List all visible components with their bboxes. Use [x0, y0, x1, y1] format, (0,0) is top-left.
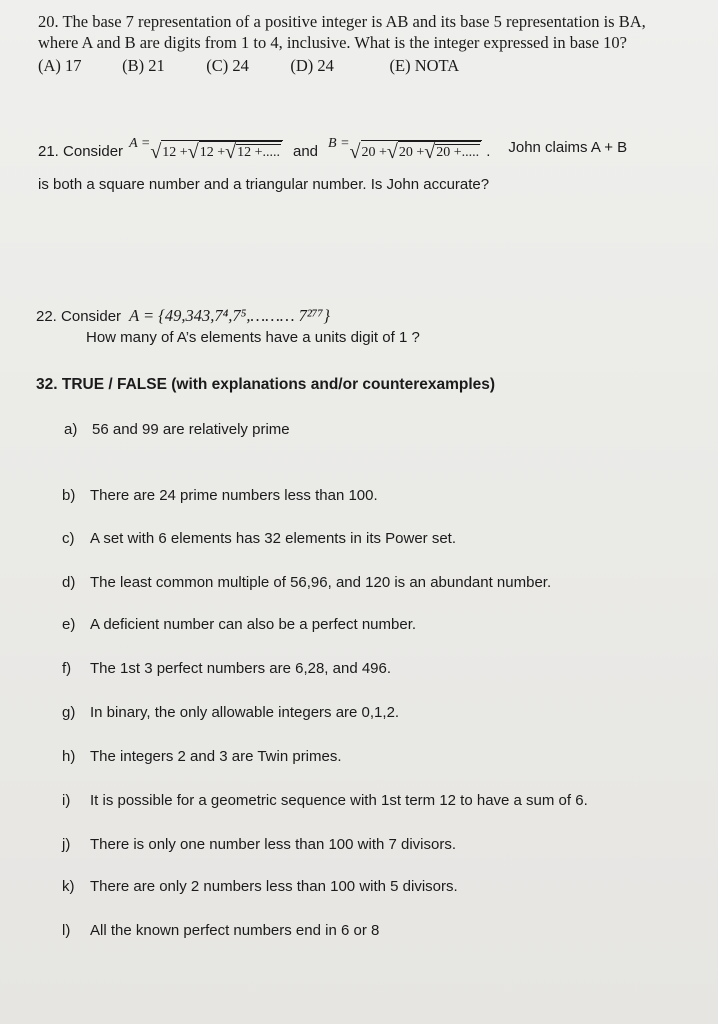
item-label: b) — [62, 487, 76, 504]
q22-line1 — [36, 306, 330, 326]
q20-choice-d: (D) 24 — [290, 56, 334, 75]
q32-item-g — [62, 704, 399, 721]
q22-line2: How many of A’s elements have a units digit of 1 ? — [86, 329, 420, 346]
q32-item-h — [62, 748, 342, 765]
q32-item-j — [62, 836, 456, 853]
q32-item-f — [62, 660, 391, 677]
q21-dot: . — [486, 143, 491, 160]
q21-line2: is both a square number and a triangular number. Is John accurate? — [38, 176, 490, 193]
item-label: h) — [62, 748, 76, 765]
q21-b-lhs: B = — [328, 136, 350, 151]
q32-item-k — [62, 878, 458, 895]
item-text: 56 and 99 are relatively prime — [92, 421, 290, 438]
item-text: A deficient number can also be a perfect number. — [90, 616, 417, 633]
q20-choices — [38, 56, 459, 76]
q22-set: A = {49,343,7⁴,7⁵,……… 7²⁷⁷} — [129, 306, 330, 325]
q21-claim: John claims A + B — [508, 139, 628, 156]
q32-item-l — [62, 922, 379, 939]
q20-choice-b: (B) 21 — [122, 56, 165, 75]
item-text: It is possible for a geometric sequence with 1st term 12 to have a sum of 6. — [90, 792, 588, 809]
item-text: The integers 2 and 3 are Twin primes. — [90, 748, 342, 765]
q32-heading: 32. TRUE / FALSE (with explanations and/or counterexamples) — [36, 376, 496, 393]
q32-item-b — [62, 487, 378, 504]
item-label: j) — [62, 836, 71, 853]
item-label: i) — [62, 792, 71, 809]
q20-choice-c: (C) 24 — [206, 56, 249, 75]
item-label: d) — [62, 574, 76, 591]
q21-a-lhs: A = — [129, 136, 151, 151]
q32-item-i — [62, 792, 588, 809]
item-text: The 1st 3 perfect numbers are 6,28, and 496. — [90, 660, 392, 677]
item-label: k) — [62, 878, 75, 895]
q21-b-expr: √ 20 + √ 20 + √ 20 +..... — [350, 140, 483, 162]
item-text: All the known perfect numbers end in 6 or 8 — [90, 922, 380, 939]
item-text: A set with 6 elements has 32 elements in its Power set. — [90, 530, 457, 547]
q20-line2: where A and B are digits from 1 to 4, inclusive. What is the integer expressed in base 10? — [38, 33, 627, 52]
item-label: a) — [64, 421, 78, 438]
item-label: c) — [62, 530, 75, 547]
item-text: The least common multiple of 56,96, and 120 is an abundant number. — [90, 574, 552, 591]
q21-line1 — [38, 136, 627, 162]
q21-a-expr: √ 12 + √ 12 + √ 12 +..... — [150, 140, 283, 162]
item-text: There are 24 prime numbers less than 100. — [90, 487, 378, 504]
item-text: There are only 2 numbers less than 100 with 5 divisors. — [90, 878, 458, 895]
q22-prefix: 22. Consider — [36, 308, 122, 325]
q21-prefix: 21. Consider — [38, 143, 124, 160]
item-text: In binary, the only allowable integers are 0,1,2. — [90, 704, 400, 721]
q32-item-e — [62, 616, 416, 633]
q32-item-a — [64, 421, 290, 438]
q32-item-d — [62, 574, 551, 591]
q20-choice-a: (A) 17 — [38, 56, 82, 75]
q21-and: and — [292, 143, 319, 160]
item-label: f) — [62, 660, 72, 677]
item-label: g) — [62, 704, 76, 721]
item-label: l) — [62, 922, 71, 939]
item-text: There is only one number less than 100 with 7 divisors. — [90, 836, 457, 853]
q32-item-c — [62, 530, 456, 547]
q20-choice-e: (E) NOTA — [389, 56, 460, 75]
item-label: e) — [62, 616, 76, 633]
q20-line1: 20. The base 7 representation of a positive integer is AB and its base 5 representation is BA, — [38, 12, 646, 31]
